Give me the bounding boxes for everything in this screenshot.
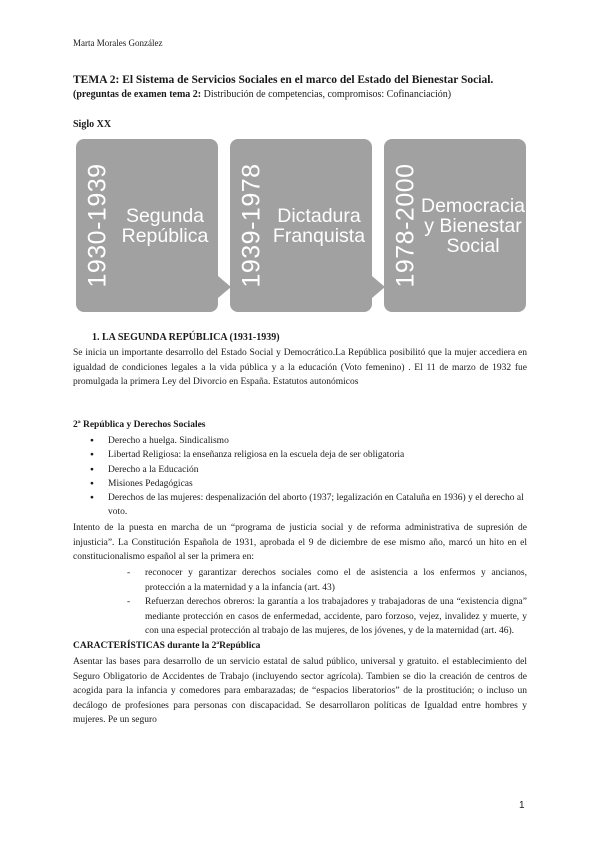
page-number: 1 bbox=[519, 800, 525, 811]
list-item: ● Derechos de las mujeres: despenalización del aborto (1937; legalización en Cataluña en 1936) y el derecho al voto. bbox=[90, 491, 527, 520]
subtitle-rest: Distribución de competencias, compromisos: Cofinanciación) bbox=[201, 89, 452, 100]
period-label: Siglo XX bbox=[73, 119, 112, 130]
subtitle-bold: (preguntas de examen tema 2: bbox=[73, 89, 202, 100]
timeline-label: Democracia y Bienestar Social bbox=[420, 194, 526, 257]
timeline-box-democracia bbox=[384, 139, 526, 312]
timeline-years: 1939-1978 bbox=[237, 163, 266, 288]
document-title: TEMA 2: El Sistema de Servicios Sociales en el marco del Estado del Bienestar Social. bbox=[73, 74, 494, 86]
timeline-box-dictadura bbox=[230, 139, 372, 312]
rights-list bbox=[90, 434, 527, 520]
constitution-list bbox=[127, 566, 527, 639]
timeline-years: 1978-2000 bbox=[391, 163, 420, 288]
document-subtitle bbox=[73, 89, 451, 100]
section-paragraph: Se inicia un importante desarrollo del Estado Social y Democrático.La República posibilitó que la mujer accediera en igualdad de condiciones legales a la vida pública y a la educación (Voto femenino) . El 11 de marzo de 1932 fue promulgada la primera Ley del Divorcio en España. Estatutos autonómicos bbox=[73, 348, 527, 387]
list-item: - reconocer y garantizar derechos sociales como el de asistencia a los enfermos y ancianos, protección a la maternidad y a la infancia (art. 43) bbox=[127, 566, 527, 595]
timeline-years: 1930-1939 bbox=[83, 163, 112, 288]
timeline-box-segunda-republica bbox=[76, 139, 218, 312]
timeline-diagram bbox=[76, 139, 526, 312]
list-item: ● Libertad Religiosa: la enseñanza religiosa en la escuela deja de ser obligatoria bbox=[90, 448, 527, 462]
list-item: ● Derecho a la Educación bbox=[90, 463, 527, 477]
characteristics-paragraph: Asentar las bases para desarrollo de un servicio estatal de salud público, universal y gratuito. el establecimiento del Seguro Obligatorio de Accidentes de Trabajo (incluyendo sector agrícola). Tambien se dio la creación de centros de acogida para la infancia y comedores para embarazadas; de “espacios liberatorios” de la prostitución; o incluso un decálogo de profesiones para personas con discapacidad. Se desarrollaron políticas de Igualdad entre hombres y mujeres. Pe un seguro bbox=[73, 657, 527, 725]
section-heading-segunda-republica: 1. LA SEGUNDA REPÚBLICA (1931-1939) bbox=[92, 332, 280, 343]
rights-paragraph: Intento de la puesta en marcha de un “programa de justicia social y de reforma administrativa de supresión de injusticia”. La Constitución Española de 1931, aprobada el 9 de diciembre de ese mismo año, marcó un hito en el constitucionalismo español al ser la primera en: bbox=[73, 523, 527, 562]
characteristics-heading: CARACTERÍSTICAS durante la 2ªRepública bbox=[73, 641, 261, 651]
list-item: - Refuerzan derechos obreros: la garantía a los trabajadores y trabajadoras de una “existencia digna” mediante protección en casos de enfermedad, accidente, paro forzoso, vejez, invalidez y muerte, y con una especial protección al trabajo de las mujeres, de los jóvenes, y de la maternidad (art. 46). bbox=[127, 595, 527, 639]
rights-heading: 2ª República y Derechos Sociales bbox=[73, 420, 206, 430]
list-item: ● Derecho a huelga. Sindicalismo bbox=[90, 434, 527, 448]
author-name: Marta Morales González bbox=[73, 38, 163, 48]
list-item: ● Misiones Pedagógicas bbox=[90, 477, 527, 491]
timeline-label: Dictadura Franquista bbox=[272, 204, 366, 247]
timeline-label: Segunda República bbox=[121, 204, 209, 247]
